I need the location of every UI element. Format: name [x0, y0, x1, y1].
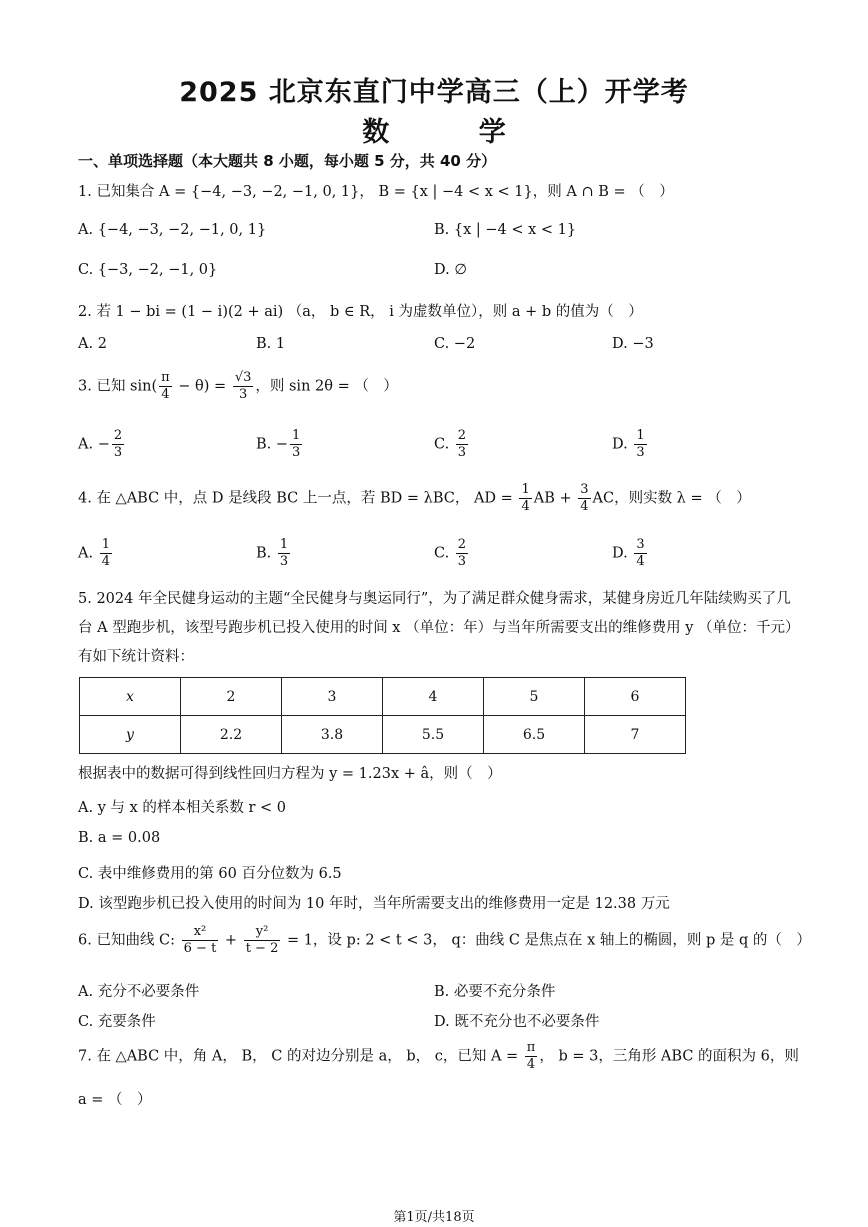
q6-option-d: D. 既不充分也不必要条件	[434, 1014, 600, 1030]
table-cell: 5.5	[383, 716, 484, 754]
q1-option-a: A. {−4, −3, −2, −1, 0, 1}	[78, 222, 267, 238]
q3-option-d: D. $\frac{1}{3}$	[612, 428, 645, 460]
q2-option-a: A. 2	[78, 336, 107, 352]
table-header-y: y	[80, 716, 181, 754]
table-header-x: x	[80, 678, 181, 716]
question-5-stem: 5. 2024 年全民健身运动的主题“全民健身与奥运同行”，为了满足群众健身需求，某健身房近几年陆续购买了几台 A 型跑步机，该型号跑步机已投入使用的时间 x （单位：年）与当年所需要支出的维修费用 y （单位：千元）有如下统计资料：	[78, 591, 793, 665]
question-7-line2: a = （ ）	[78, 1092, 152, 1108]
table-cell: 5	[484, 678, 585, 716]
page-title: 2025 北京东直门中学高三（上）开学考	[179, 77, 689, 108]
question-3-stem: 3. 已知 sin( $\frac{\pi}{4}$ − θ) = $\frac{√3}{3}$ ，则 sin 2θ = （ ）	[78, 370, 398, 402]
q2-option-d: D. −3	[612, 336, 654, 352]
table-cell: 2.2	[181, 716, 282, 754]
q6-option-a: A. 充分不必要条件	[78, 984, 200, 1000]
q3-option-c: C. $\frac{2}{3}$	[434, 428, 467, 460]
table-row-y	[80, 716, 686, 754]
data-table	[79, 677, 686, 754]
table-cell: 3.8	[282, 716, 383, 754]
table-cell: 4	[383, 678, 484, 716]
question-2-stem: 2. 若 1 − bi = (1 − i)(2 + ai) （a， b ∈ R， i 为虚数单位），则 a + b 的值为（ ）	[78, 304, 643, 320]
subject-title: 数 学	[362, 117, 546, 148]
q3-option-b: B. − $\frac{1}{3}$	[256, 428, 301, 460]
table-cell: 2	[181, 678, 282, 716]
table-cell: 7	[585, 716, 686, 754]
table-row-x	[80, 678, 686, 716]
q6-option-c: C. 充要条件	[78, 1014, 156, 1030]
q5-option-c: C. 表中维修费用的第 60 百分位数为 6.5	[78, 866, 342, 882]
q2-option-b: B. 1	[256, 336, 286, 352]
q1-option-c: C. {−3, −2, −1, 0}	[78, 262, 218, 278]
q4-option-d: D. $\frac{3}{4}$	[612, 537, 645, 569]
q3-option-a: A. − $\frac{2}{3}$	[78, 428, 123, 460]
table-cell: 3	[282, 678, 383, 716]
q6-option-b: B. 必要不充分条件	[434, 984, 556, 1000]
question-6-stem: 6. 已知曲线 C: $\frac{\text{x²}}{6 - t}$ + $\frac{\text{y²}}{t - 2}$ = 1，设 p: 2 < t < 3， q：曲线 C 是焦点在 x 轴上的椭圆，则 p 是 q 的（ ）	[78, 924, 811, 956]
table-cell: 6	[585, 678, 686, 716]
question-7-stem: 7. 在 △ABC 中，角 A， B， C 的对边分别是 a， b， c，已知 A = $\frac{\pi}{4}$ ， b = 3，三角形 ABC 的面积为 6，则	[78, 1040, 799, 1072]
q2-option-c: C. −2	[434, 336, 476, 352]
q4-option-c: C. $\frac{2}{3}$	[434, 537, 467, 569]
question-1-stem: 1. 已知集合 A = {−4, −3, −2, −1, 0, 1}， B = {x | −4 < x < 1}，则 A ∩ B = （ ）	[78, 184, 674, 200]
question-4-stem: 4. 在 △ABC 中，点 D 是线段 BC 上一点，若 BD = λBC， AD = $\frac{1}{4}$ AB + $\frac{3}{4}$ AC，则实数 λ = （ ）	[78, 482, 751, 514]
q1-option-d: D. ∅	[434, 262, 467, 278]
table-cell: 6.5	[484, 716, 585, 754]
q5-regression-text: 根据表中的数据可得到线性回归方程为 y = 1.23x + â，则（ ）	[78, 766, 502, 782]
q4-option-a: A. $\frac{1}{4}$	[78, 537, 110, 569]
q5-option-b: B. a = 0.08	[78, 830, 161, 846]
q5-option-d: D. 该型跑步机已投入使用的时间为 10 年时，当年所需要支出的维修费用一定是 12.38 万元	[78, 896, 670, 912]
q1-option-b: B. {x | −4 < x < 1}	[434, 222, 577, 238]
section-heading: 一、单项选择题（本大题共 8 小题，每小题 5 分，共 40 分）	[78, 152, 497, 170]
page-footer: 第1页/共18页	[393, 1210, 475, 1225]
q4-option-b: B. $\frac{1}{3}$	[256, 537, 289, 569]
q5-option-a: A. y 与 x 的样本相关系数 r < 0	[78, 800, 287, 816]
